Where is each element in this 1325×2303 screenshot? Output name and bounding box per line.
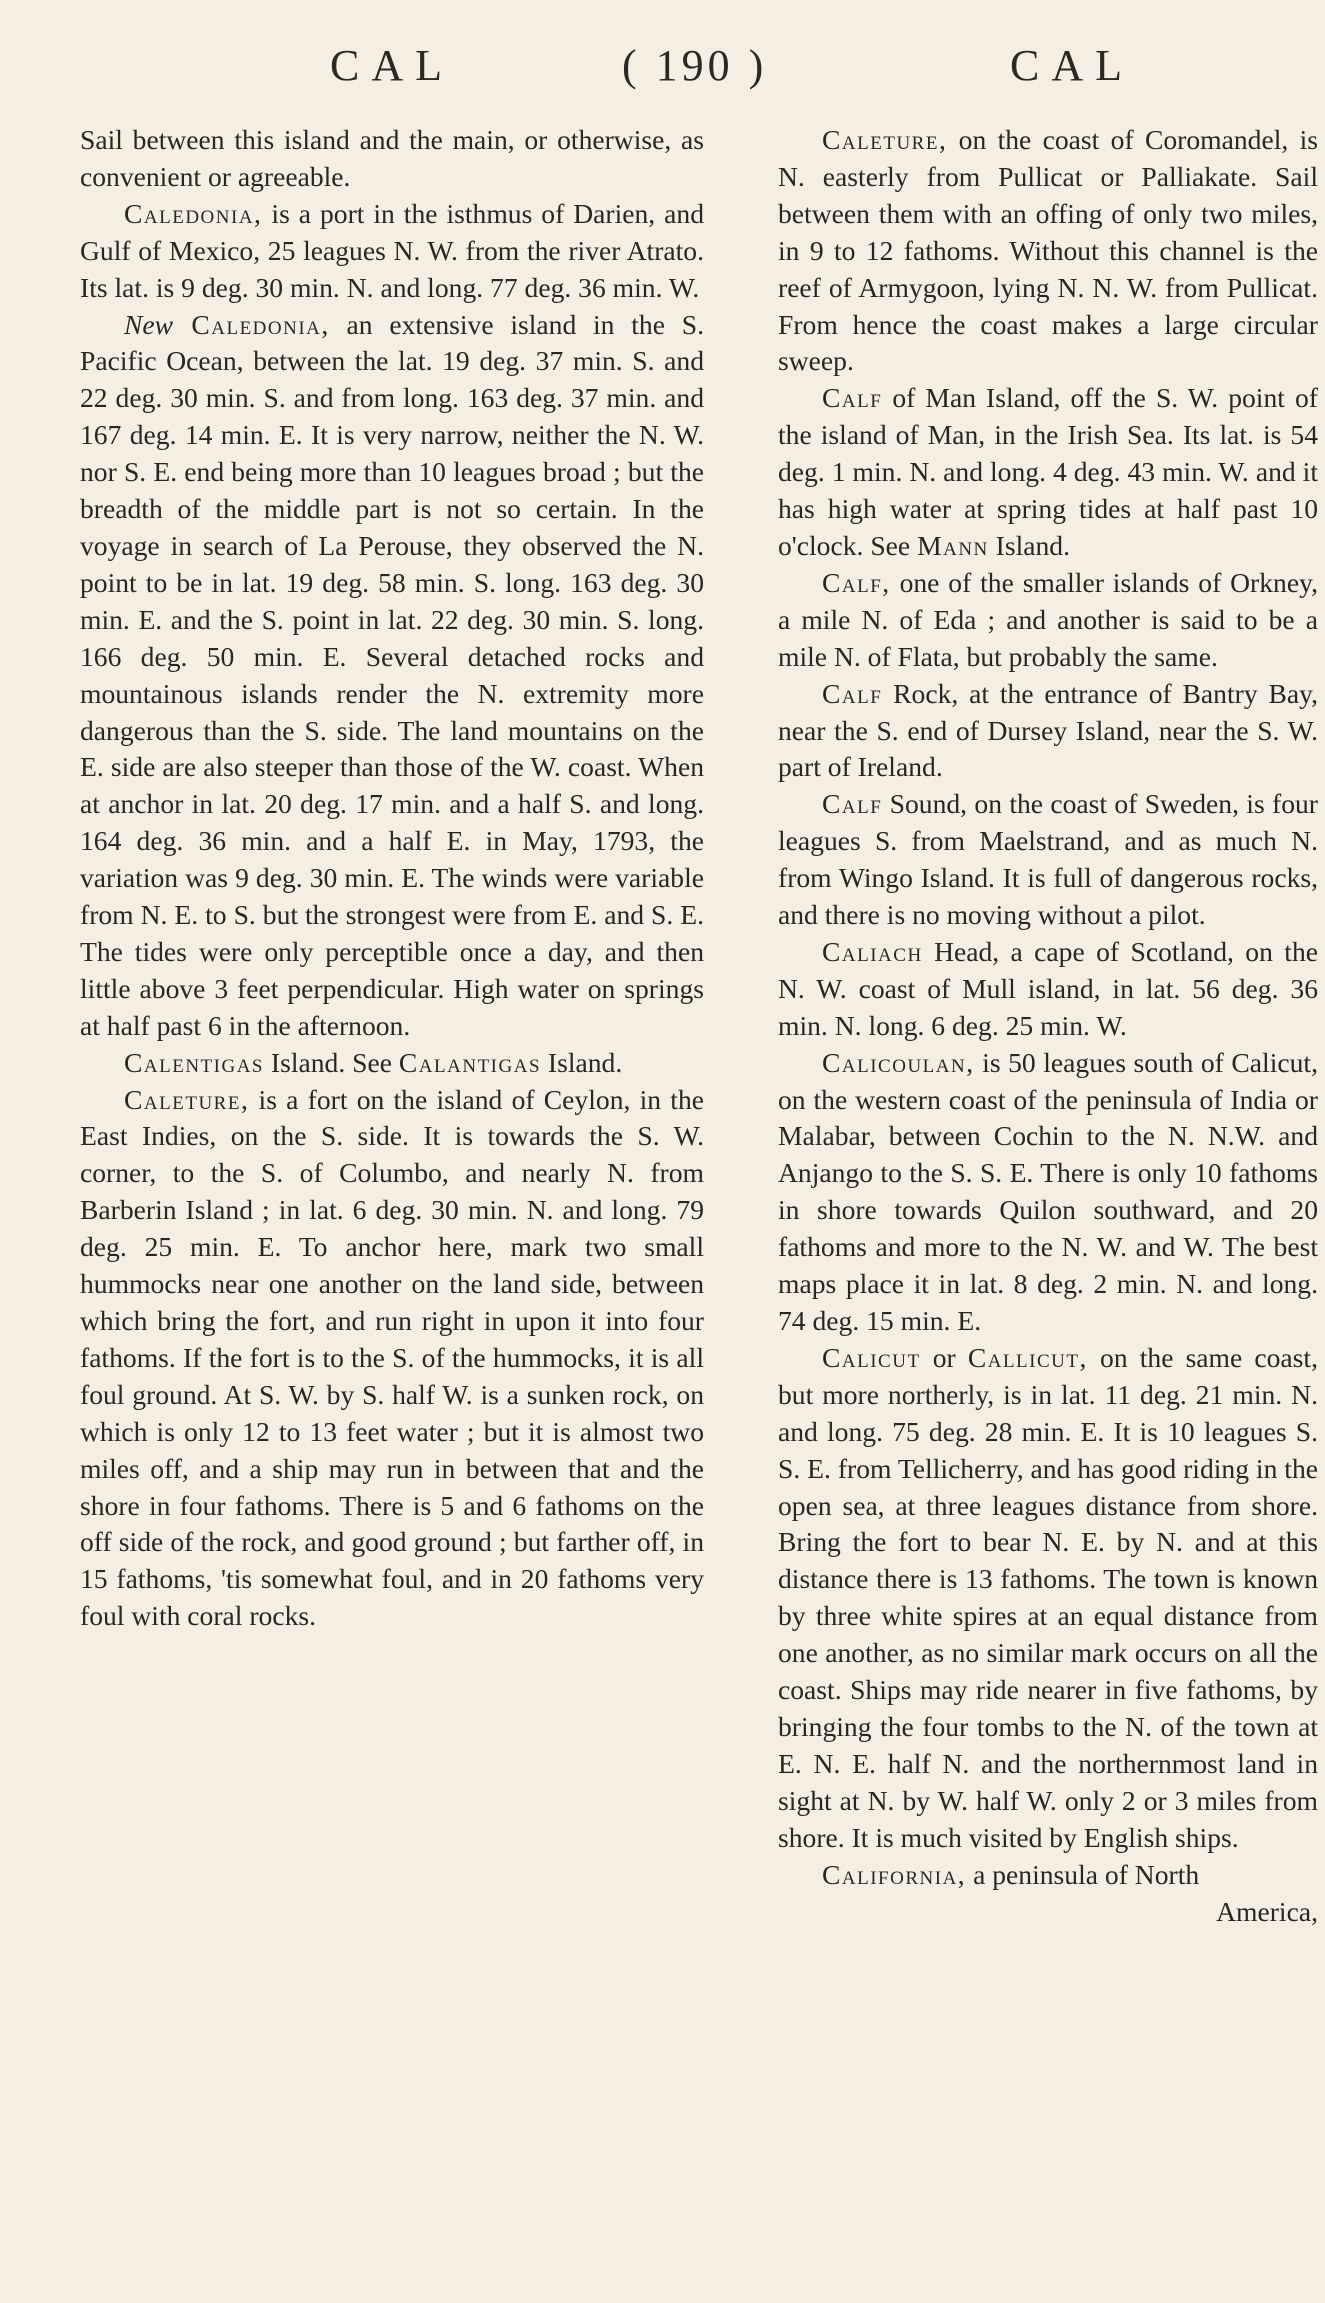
entry-headword: Caledonia, — [124, 197, 263, 229]
entry-text: Rock, at the entrance of Bantry Bay, near the S. end of Dursey Island, near the S. W. part of Ireland. — [778, 677, 1318, 783]
dictionary-entry — [778, 1340, 1318, 1857]
entry-headword: Calf — [822, 382, 883, 414]
dictionary-entry — [778, 676, 1318, 787]
running-head — [0, 40, 1325, 100]
entry-headword: Calicut — [822, 1341, 921, 1373]
dictionary-entry — [80, 1082, 704, 1636]
entry-prefix: New — [124, 308, 174, 340]
entry-text: is a port in the isthmus of Darien, and Gulf of Mexico, 25 leagues N. W. from the river Atrato. Its lat. is 9 deg. 30 min. N. and long. 77 deg. 36 min. W. — [80, 197, 704, 303]
page-number: ( 190 ) — [622, 41, 768, 90]
entry-text: an extensive island in the S. Pacific Ocean, between the lat. 19 deg. 37 min. S. and 22 deg. 30 min. S. and from long. 163 deg. 37 min. and 167 deg. 14 min. E. It is very narrow, neither the N. W. nor S. E. end being more than 10 leagues broad ; but the breadth of the middle part is not so certain. In the voyage in search of La Perouse, they observed the N. point to be in lat. 19 deg. 58 min. S. long. 163 deg. 30 min. E. and the S. point in lat. 22 deg. 30 min. S. long. 166 deg. 50 min. E. Several detached rocks and mountainous islands render the N. extremity more dangerous than the S. side. The land mountains on the E. side are also steeper than those of the W. coast. When at anchor in lat. 20 deg. 17 min. and a half S. and long. 164 deg. 36 min. and a half E. in May, 1793, the variation was 9 deg. 30 min. E. The winds were variable from N. E. to S. but the strongest were from E. and S. E. The tides were only perceptible once a day, and then little above 3 feet perpendicular. High water on springs at half past 6 in the afternoon. — [80, 308, 704, 1041]
entry-headword: Caliach — [822, 935, 923, 967]
entry-text: Head, a cape of Scotland, on the N. W. coast of Mull island, in lat. 56 deg. 36 min. N. long. 6 deg. 25 min. W. — [778, 935, 1318, 1041]
dictionary-entry — [778, 1045, 1318, 1340]
right-column — [778, 122, 1318, 1930]
entry-text: Island. — [541, 1046, 623, 1078]
entry-text: Island. — [988, 529, 1070, 561]
entry-text: Island. See — [264, 1046, 399, 1078]
dictionary-entry — [80, 196, 704, 307]
catchword: America, — [1216, 1895, 1318, 1927]
dictionary-entry — [80, 307, 704, 1045]
entry-headword: Caleture, — [124, 1083, 250, 1115]
entry-headword: Caleture, — [822, 124, 948, 155]
entry-text: Sound, on the coast of Sweden, is four leagues S. from Maelstrand, and as much N. from Wingo Island. It is full of dangerous rocks, and there is no moving without a pilot. — [778, 788, 1318, 931]
entry-headword: Calf — [822, 788, 883, 820]
entry-text: is 50 leagues south of Calicut, on the western coast of the peninsula of India or Malabar, between Cochin to the N. N.W. and Anjango to the S. S. E. There is only 10 fathoms in shore towards Quilon southward, and 20 fathoms and more to the N. W. and W. The best maps place it in lat. 8 deg. 2 min. N. and long. 74 deg. 15 min. E. — [778, 1046, 1318, 1336]
dictionary-entry — [778, 934, 1318, 1045]
dictionary-entry — [778, 786, 1318, 934]
entry-text: one of the smaller islands of Orkney, a mile N. of Eda ; and another is said to be a mile N. of Flata, but probably the same. — [778, 566, 1318, 672]
entry-headword: Calf — [822, 677, 883, 709]
dictionary-entry — [778, 122, 1318, 380]
entry-crossref: Mann — [917, 529, 989, 561]
entry-text: on the coast of Coromandel, is N. easterly from Pullicat or Palliakate. Sail between them with an offing of only two miles, in 9 to 12 fathoms. Without this channel is the reef of Armygoon, lying N. N. W. from Pullicat. From hence the coast makes a large circular sweep. — [778, 124, 1318, 377]
entry-text: a peninsula of North — [966, 1858, 1200, 1890]
entry-headword: Calentigas — [124, 1046, 265, 1078]
running-head-left: CAL — [330, 41, 454, 90]
entry-crossref: Callicut, — [967, 1341, 1088, 1373]
entry-text: on the same coast, but more northerly, is in lat. 11 deg. 21 min. N. and long. 75 deg. 28 min. E. It is 10 leagues S. S. E. from Tellicherry, and has good riding in the open sea, at three leagues distance from shore. Bring the fort to bear N. E. by N. and at this distance there is 13 fathoms. The town is known by three white spires at an equal distance from one another, as no similar mark occurs on all the coast. Ships may ride nearer in five fathoms, by bringing the four tombs to the N. of the town at E. N. E. half N. and the northernmost land in sight at N. by W. half W. only 2 or 3 miles from shore. It is much visited by English ships. — [778, 1341, 1318, 1853]
entry-text: is a fort on the island of Ceylon, in the East Indies, on the S. side. It is towards the S. W. corner, to the S. of Columbo, and nearly N. from Barberin Island ; in lat. 6 deg. 30 min. N. and long. 79 deg. 25 min. E. To anchor here, mark two small hummocks near one another on the land side, between which bring the fort, and run right in upon it into four fathoms. If the fort is to the S. of the hummocks, it is all foul ground. At S. W. by S. half W. is a sunken rock, on which is only 12 to 13 feet water ; but it is almost two miles off, and a ship may run in between that and the shore in four fathoms. There is 5 and 6 fathoms on the off side of the rock, and good ground ; but farther off, in 15 fathoms, 'tis somewhat foul, and in 20 fathoms very foul with coral rocks. — [80, 1083, 704, 1632]
dictionary-entry — [778, 1857, 1318, 1894]
entry-headword: Calf, — [822, 566, 891, 598]
dictionary-entry — [778, 565, 1318, 676]
left-column — [80, 122, 704, 1635]
dictionary-entry — [80, 122, 704, 196]
entry-text: of Man Island, off the S. W. point of the island of Man, in the Irish Sea. Its lat. is 54 deg. 1 min. N. and long. 4 deg. 43 min. W. and it has high water at spring tides at half past 10 o'clock. See — [778, 382, 1318, 561]
entry-headword: Caledonia, — [173, 308, 330, 340]
entry-crossref: Calantigas — [398, 1046, 542, 1078]
entry-text: or — [920, 1341, 968, 1373]
dictionary-entry — [80, 1045, 704, 1082]
running-head-right: CAL — [1010, 41, 1134, 90]
entry-text: Sail between this island and the main, or otherwise, as convenient or agreeable. — [80, 124, 704, 192]
entry-headword: California, — [822, 1858, 967, 1890]
dictionary-entry — [778, 380, 1318, 565]
entry-headword: Calicoulan, — [822, 1046, 975, 1078]
